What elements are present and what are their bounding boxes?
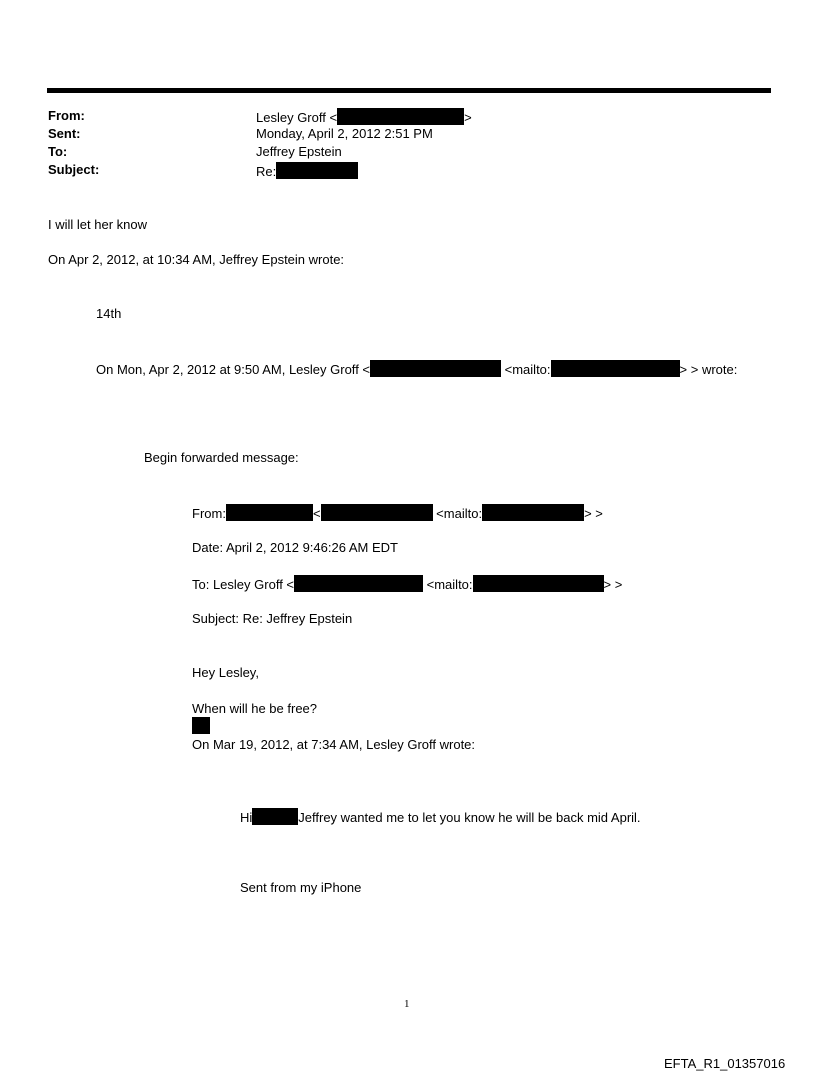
quote2-intro-text: On Mon, Apr 2, 2012 at 9:50 AM, Lesley Groff < [96,362,371,377]
quote1-intro: On Apr 2, 2012, at 10:34 AM, Jeffrey Epstein wrote: [48,252,345,267]
redaction-block [252,808,298,825]
quote2-mailto-text: <mailto: [504,362,551,377]
redaction-block [551,360,680,377]
question: When will he be free? [192,701,318,716]
fwd-from-label: From: [192,506,226,521]
signature: Sent from my iPhone [240,880,362,895]
document-id: EFTA_R1_01357016 [664,1056,786,1071]
fwd-date: Date: April 2, 2012 9:46:26 AM EDT [192,540,398,555]
fwd-from-end: > > [584,506,603,521]
fwd-to-end: > > [603,577,623,592]
sent-label: Sent: [48,126,81,141]
subject-label: Subject: [48,162,100,177]
quote3-hi: Hi [240,810,253,825]
redaction-block [226,504,313,521]
fwd-to-mailto: <mailto: [426,577,473,592]
subject-prefix: Re: [256,164,277,179]
to-value: Jeffrey Epstein [256,144,342,159]
quote3-text: Jeffrey wanted me to let you know he will be back mid April. [298,810,641,825]
redaction-block [276,162,358,179]
begin-forwarded: Begin forwarded message: [144,450,299,465]
quote3-intro: On Mar 19, 2012, at 7:34 AM, Lesley Groff wrote: [192,737,476,752]
from-close: > [464,110,472,125]
reply-text: I will let her know [48,217,147,232]
from-name: Lesley Groff < [256,110,338,125]
redaction-block [370,360,501,377]
fwd-to-text: To: Lesley Groff < [192,577,295,592]
quote2-intro-end: > > wrote: [679,362,738,377]
redaction-block [473,575,604,592]
redaction-block [337,108,464,125]
subject-value [256,162,358,180]
quote3-line [240,808,641,826]
page-number: 1 [404,998,410,1010]
redaction-block [482,504,584,521]
fwd-from-lt: < [312,506,321,521]
fwd-to-line [192,575,622,593]
fwd-subject: Subject: Re: Jeffrey Epstein [192,611,353,626]
redaction-block [294,575,423,592]
from-value [256,108,472,126]
fwd-from-line [192,504,603,522]
from-label: From: [48,108,85,123]
sent-value: Monday, April 2, 2012 2:51 PM [256,126,433,141]
quote2-intro [96,360,737,378]
redaction-block [192,717,210,734]
header-rule [47,88,771,93]
greeting: Hey Lesley, [192,665,259,680]
quote1-text: 14th [96,306,122,321]
to-label: To: [48,144,68,159]
redaction-block [321,504,433,521]
fwd-from-mailto: <mailto: [436,506,483,521]
